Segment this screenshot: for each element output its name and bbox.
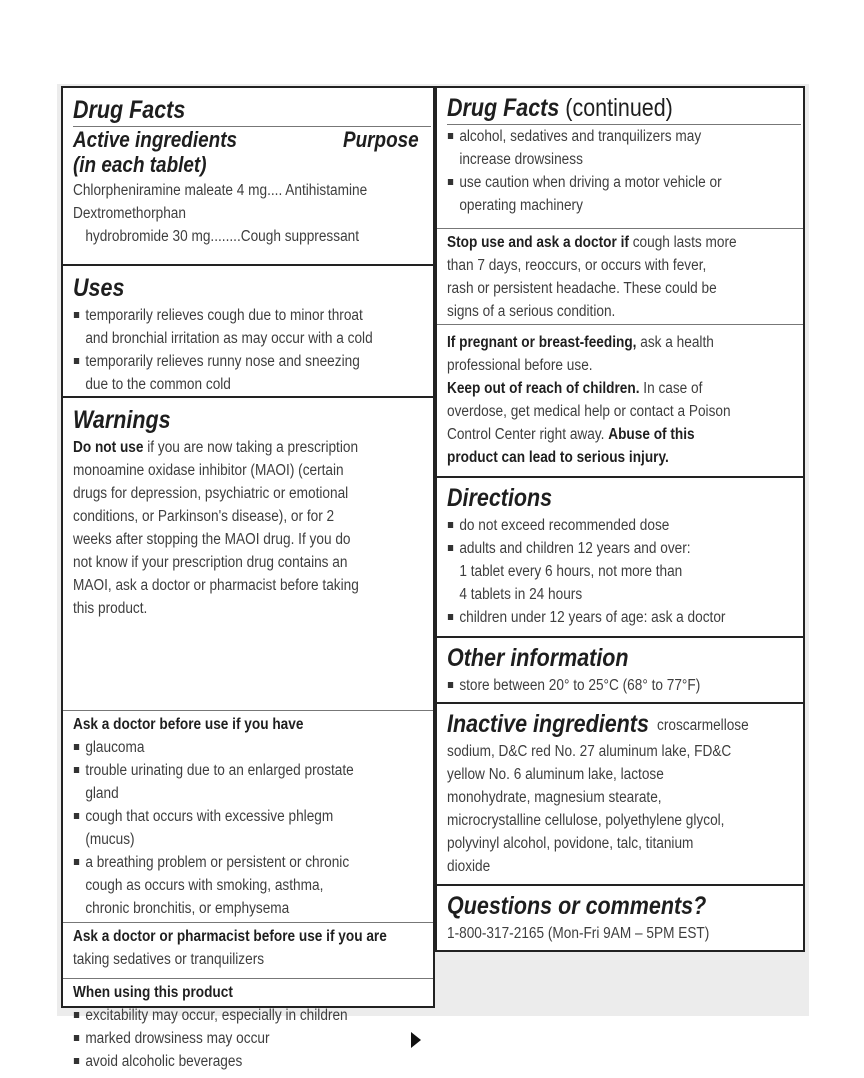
ask-doctor-heading: Ask a doctor before use if you have bbox=[73, 716, 304, 733]
drug-facts-right-panel bbox=[435, 86, 805, 952]
drug-facts-continued-title: Drug Facts bbox=[447, 94, 560, 122]
uses-item-cont: and bronchial irritation as may occur with a cold bbox=[85, 330, 373, 347]
ask-pharmacist-heading: Ask a doctor or pharmacist before use if you are bbox=[73, 928, 387, 945]
ingredient-line: Dextromethorphan bbox=[73, 205, 186, 222]
when-using-item: excitability may occur, especially in children bbox=[73, 1004, 383, 1027]
do-not-use-text: drugs for depression, psychiatric or emotional bbox=[73, 485, 349, 502]
questions-section bbox=[437, 884, 803, 950]
pregnant-text: professional before use. bbox=[447, 357, 593, 374]
warning-item-cont: increase drowsiness bbox=[459, 151, 583, 168]
when-using-heading: When using this product bbox=[73, 984, 233, 1001]
do-not-use-text: MAOI, ask a doctor or pharmacist before taking bbox=[73, 577, 359, 594]
inactive-ingredients-text: croscarmellose bbox=[657, 717, 749, 734]
active-ingredients-heading: Active ingredients bbox=[73, 127, 238, 152]
inactive-ingredients-text: microcrystalline cellulose, polyethylene glycol, bbox=[447, 812, 725, 829]
directions-heading: Directions bbox=[447, 484, 553, 512]
other-information-item: store between 20° to 25°C (68° to 77°F) bbox=[447, 674, 753, 697]
pregnancy-keep-out-section bbox=[437, 324, 803, 476]
warning-item: alcohol, sedatives and tranquilizers may bbox=[447, 125, 753, 148]
purpose-heading: Purpose bbox=[343, 127, 419, 152]
continued-arrow-icon bbox=[411, 1032, 421, 1048]
inactive-ingredients-section bbox=[437, 702, 803, 884]
questions-phone: 1-800-317-2165 (Mon-Fri 9AM – 5PM EST) bbox=[447, 925, 710, 942]
directions-item: children under 12 years of age: ask a doctor bbox=[447, 606, 753, 629]
ask-doctor-item-cont: cough as occurs with smoking, asthma, bbox=[85, 877, 324, 894]
drug-facts-left-panel bbox=[61, 86, 435, 1070]
stop-use-text: signs of a serious condition. bbox=[447, 303, 616, 320]
do-not-use-text: conditions, or Parkinson's disease), or for 2 bbox=[73, 508, 335, 525]
label-bottom-strip bbox=[435, 952, 805, 1012]
inactive-ingredients-heading: Inactive ingredients bbox=[447, 710, 649, 738]
other-information-heading: Other information bbox=[447, 644, 629, 672]
keep-out-label: Keep out of reach of children. bbox=[447, 380, 640, 397]
ask-doctor-item: trouble urinating due to an enlarged prostate bbox=[73, 759, 383, 782]
ask-doctor-item: glaucoma bbox=[73, 736, 383, 759]
warnings-heading: Warnings bbox=[73, 406, 171, 434]
do-not-use-text: this product. bbox=[73, 600, 148, 617]
do-not-use-text: weeks after stopping the MAOI drug. If you do bbox=[73, 531, 351, 548]
warnings-section bbox=[63, 396, 433, 1070]
ask-doctor-item: cough that occurs with excessive phlegm bbox=[73, 805, 383, 828]
directions-item-cont: 1 tablet every 6 hours, not more than bbox=[459, 563, 683, 580]
inactive-ingredients-text: dioxide bbox=[447, 858, 491, 875]
uses-item: temporarily relieves cough due to minor throat bbox=[73, 304, 383, 327]
abuse-warning: Abuse of this bbox=[608, 426, 695, 443]
directions-section bbox=[437, 476, 803, 636]
keep-out-text: Control Center right away. bbox=[447, 426, 609, 443]
uses-section bbox=[63, 264, 433, 396]
active-ingredients-section bbox=[63, 88, 433, 262]
keep-out-text: overdose, get medical help or contact a Poison bbox=[447, 403, 731, 420]
directions-item-cont: 4 tablets in 24 hours bbox=[459, 586, 583, 603]
warnings-continued-section bbox=[437, 88, 803, 228]
other-information-section bbox=[437, 636, 803, 702]
directions-item: adults and children 12 years and over: bbox=[447, 537, 753, 560]
each-tablet-heading: (in each tablet) bbox=[73, 152, 207, 177]
ask-doctor-item-cont: chronic bronchitis, or emphysema bbox=[85, 900, 290, 917]
pregnant-label: If pregnant or breast-feeding, bbox=[447, 334, 637, 351]
do-not-use-text: monoamine oxidase inhibitor (MAOI) (certain bbox=[73, 462, 344, 479]
abuse-warning: product can lead to serious injury. bbox=[447, 449, 669, 466]
ingredient-line: Chlorpheniramine maleate 4 mg.... Antihistamine bbox=[73, 182, 368, 199]
drug-facts-title: Drug Facts bbox=[73, 96, 186, 124]
stop-use-text: cough lasts more bbox=[628, 234, 737, 251]
keep-out-text: In case of bbox=[639, 380, 703, 397]
stop-use-text: rash or persistent headache. These could be bbox=[447, 280, 717, 297]
warning-item-cont: operating machinery bbox=[459, 197, 583, 214]
uses-item-cont: due to the common cold bbox=[85, 376, 231, 393]
uses-item: temporarily relieves runny nose and sneezing bbox=[73, 350, 383, 373]
when-using-item: avoid alcoholic beverages bbox=[73, 1050, 383, 1073]
continued-label: (continued) bbox=[559, 94, 673, 122]
ask-pharmacist-text: taking sedatives or tranquilizers bbox=[73, 951, 265, 968]
pregnant-text: ask a health bbox=[636, 334, 714, 351]
uses-heading: Uses bbox=[73, 274, 125, 302]
stop-use-section bbox=[437, 228, 803, 324]
inactive-ingredients-text: polyvinyl alcohol, povidone, talc, titanium bbox=[447, 835, 694, 852]
ask-pharmacist-subsection bbox=[63, 922, 433, 980]
when-using-subsection bbox=[63, 978, 433, 1078]
do-not-use-label: Do not use bbox=[73, 439, 144, 456]
ask-doctor-item-cont: gland bbox=[85, 785, 119, 802]
stop-use-label: Stop use and ask a doctor if bbox=[447, 234, 629, 251]
when-using-item: marked drowsiness may occur bbox=[73, 1027, 383, 1050]
inactive-ingredients-text: yellow No. 6 aluminum lake, lactose bbox=[447, 766, 664, 783]
directions-item: do not exceed recommended dose bbox=[447, 514, 753, 537]
inactive-ingredients-text: monohydrate, magnesium stearate, bbox=[447, 789, 662, 806]
ask-doctor-item: a breathing problem or persistent or chronic bbox=[73, 851, 383, 874]
ingredient-line: hydrobromide 30 mg........Cough suppressant bbox=[85, 228, 360, 245]
ask-doctor-item-cont: (mucus) bbox=[85, 831, 135, 848]
stop-use-text: than 7 days, reoccurs, or occurs with fever, bbox=[447, 257, 707, 274]
inactive-ingredients-text: sodium, D&C red No. 27 aluminum lake, FD&C bbox=[447, 743, 732, 760]
warning-item: use caution when driving a motor vehicle or bbox=[447, 171, 753, 194]
do-not-use-text: not know if your prescription drug contains an bbox=[73, 554, 348, 571]
do-not-use-text: if you are now taking a prescription bbox=[143, 439, 359, 456]
ask-doctor-subsection bbox=[63, 710, 433, 928]
questions-heading: Questions or comments? bbox=[447, 892, 707, 920]
